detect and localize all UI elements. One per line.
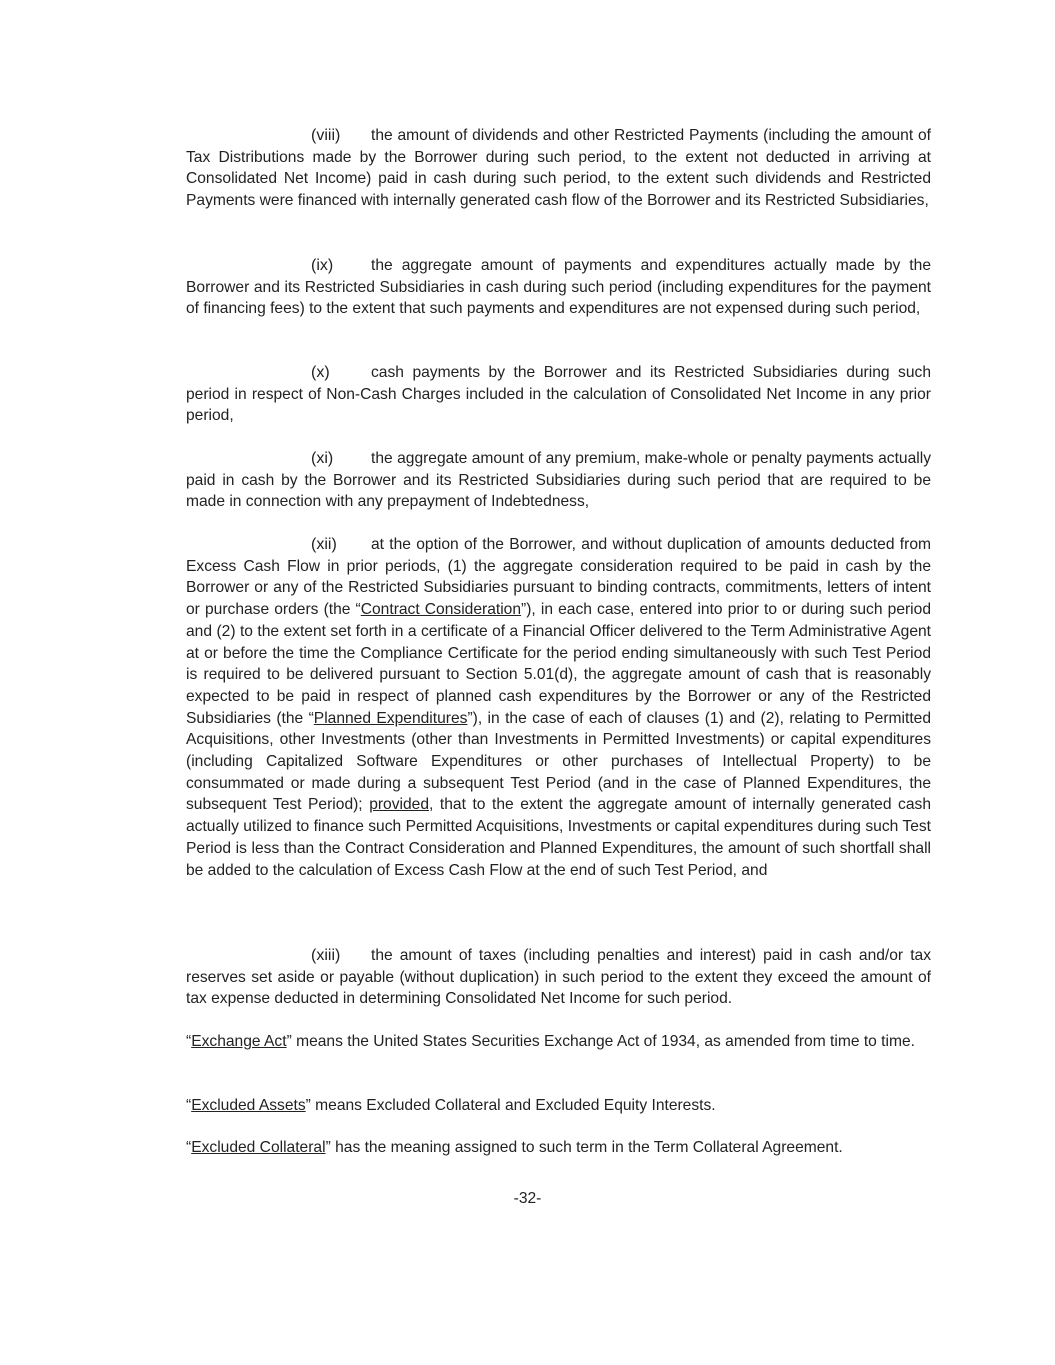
defined-term-contract-consideration: Contract Consideration bbox=[360, 601, 522, 619]
page-number: -32- bbox=[513, 1190, 542, 1207]
clause-xiii bbox=[186, 945, 931, 1010]
clause-text: the amount of dividends and other Restricted Payments (including the amount of Tax Distributions made by the Borrower during such period, to the extent not deducted in arriving at Consolidated Net Income) paid in cash during such period, to the extent such dividends and Restricted Payments were financed with internally generated cash flow of the Borrower and its Restricted Subsidiaries, bbox=[186, 127, 931, 210]
clause-label: (viii) bbox=[311, 127, 341, 144]
clause-x bbox=[186, 362, 931, 427]
clause-label: (xiii) bbox=[311, 947, 341, 964]
definition-exchange-act bbox=[123, 1031, 931, 1053]
clause-text: at the option of the Borrower, and without duplication of amounts deducted from Excess Cash Flow in prior periods, (1) the aggregate consideration required to be paid in cash by the Borrower or any of the Restricted Subsidiaries pursuant to binding contracts, commitments, letters of intent or purchase orders (the “ bbox=[186, 536, 931, 619]
definition-text: means Excluded Collateral and Excluded Equity Interests. bbox=[310, 1097, 716, 1114]
defined-term: Excluded Collateral bbox=[191, 1139, 326, 1156]
defined-term-planned-expenditures: Planned Expenditures bbox=[313, 709, 468, 727]
clause-ix bbox=[186, 255, 931, 320]
clause-text: , that to the extent the aggregate amount of internally generated cash actually utilized to finance such Permitted Acquisitions, Investments or capital expenditures during such Test Period is less than the Contract Consideration and Planned Expenditures, the amount of such shortfall shall be added to the calculation of Excess Cash Flow at the end of such Test Period, and bbox=[186, 796, 931, 879]
clause-label: (xii) bbox=[311, 536, 337, 553]
open-quote: “ bbox=[186, 1097, 192, 1114]
clause-label: (xi) bbox=[311, 450, 334, 467]
clause-text: the aggregate amount of any premium, make-whole or penalty payments actually paid in cash by the Borrower and its Restricted Subsidiaries during such period that are required to be made in connection with any prepayment of Indebtedness, bbox=[186, 450, 931, 511]
close-quote: ” bbox=[325, 1139, 331, 1156]
definition-text: has the meaning assigned to such term in the Term Collateral Agreement. bbox=[330, 1139, 843, 1156]
defined-term: Excluded Assets bbox=[191, 1097, 306, 1114]
close-quote: ” bbox=[305, 1097, 311, 1114]
definition-text: means the United States Securities Exchange Act of 1934, as amended from time to time. bbox=[291, 1033, 915, 1050]
definition-excluded-collateral bbox=[123, 1137, 931, 1159]
clause-viii bbox=[186, 125, 931, 212]
clause-xii bbox=[186, 534, 931, 881]
clause-text: ”), in each case, entered into prior to or during such period and (2) to the extent set forth in a certificate of a Financial Officer delivered to the Term Administrative Agent at or before the time the Compliance Certificate for the period ending simultaneously with such Test Period is required to be delivered pursuant to Section 5.01(d), the aggregate amount of cash that is reasonably expected to be paid in respect of planned cash expenditures by the Borrower or any of the Restricted Subsidiaries (the “ bbox=[186, 601, 931, 727]
clause-label: (ix) bbox=[311, 257, 334, 274]
defined-term: Exchange Act bbox=[191, 1033, 287, 1050]
clause-xi bbox=[186, 448, 931, 513]
clause-text: the amount of taxes (including penalties and interest) paid in cash and/or tax reserves set aside or payable (without duplication) in such period to the extent they exceed the amount of tax expense deducted in determining Consolidated Net Income for such period. bbox=[186, 947, 931, 1008]
open-quote: “ bbox=[186, 1033, 192, 1050]
close-quote: ” bbox=[286, 1033, 292, 1050]
clause-text: the aggregate amount of payments and expenditures actually made by the Borrower and its Restricted Subsidiaries in cash during such period (including expenditures for the payment of financing fees) to the extent that such payments and expenditures are not expensed during such period, bbox=[186, 257, 931, 318]
proviso-term: provided bbox=[369, 796, 430, 814]
open-quote: “ bbox=[186, 1139, 192, 1156]
clause-text: ”), in the case of each of clauses (1) and (2), relating to Permitted Acquisitions, other Investments (other than Investments in Permitted Investments) or capital expenditures (including Capitalized Software Expenditures or other purchases of Intellectual Property) to be consummated or made during a subsequent Test Period (and in the case of Planned Expenditures, the subsequent Test Period); bbox=[186, 709, 931, 814]
clause-text: cash payments by the Borrower and its Restricted Subsidiaries during such period in respect of Non-Cash Charges included in the calculation of Consolidated Net Income in any prior period, bbox=[186, 364, 931, 425]
clause-label: (x) bbox=[311, 364, 330, 381]
definition-excluded-assets bbox=[123, 1095, 931, 1117]
